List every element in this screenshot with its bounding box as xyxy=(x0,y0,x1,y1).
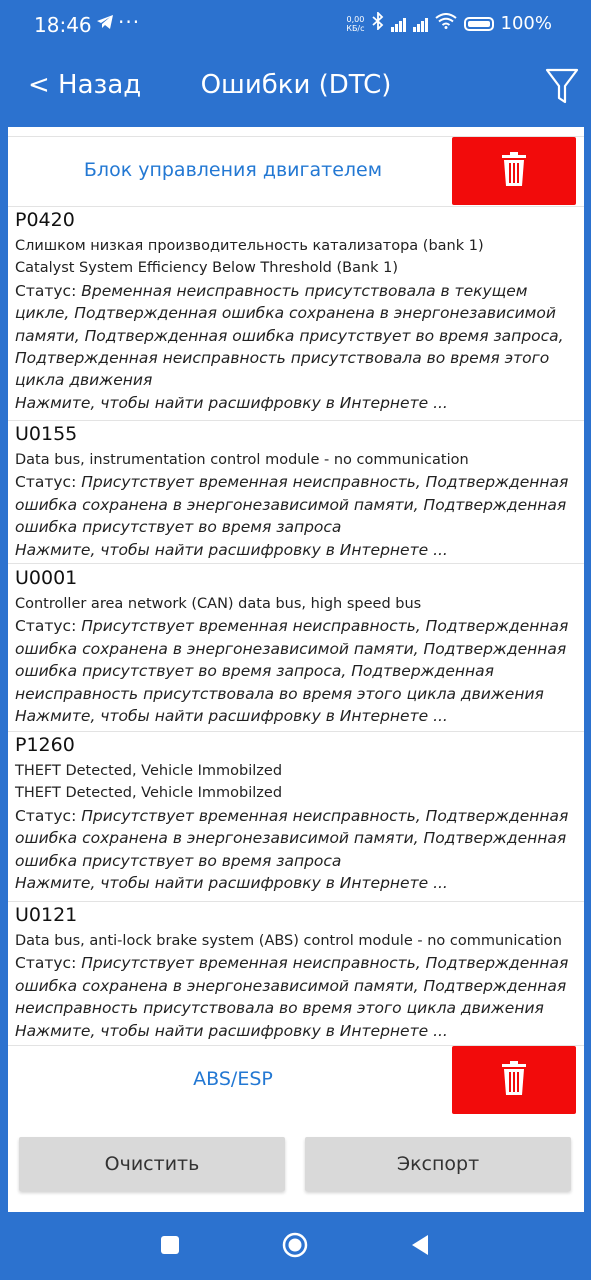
dtc-status-label: Статус: xyxy=(15,617,82,636)
status-time: 18:46 xyxy=(34,13,92,37)
dtc-code: P1260 xyxy=(15,734,75,756)
dtc-status xyxy=(15,615,578,637)
signal-icon-sim1 xyxy=(391,16,406,32)
dtc-status xyxy=(15,952,578,974)
dtc-description: Data bus, anti-lock brake system (ABS) control module - no communication xyxy=(15,933,562,949)
square-icon[interactable] xyxy=(155,1230,185,1260)
dtc-status-value: Временная неисправность присутствовала в текущем xyxy=(81,281,528,300)
dtc-description: Catalyst System Efficiency Below Threshold (Bank 1) xyxy=(15,260,399,277)
dtc-status-line: ошибка сохранена в энергонезависимой памяти, Подтвержденная xyxy=(15,976,567,995)
dtc-status-line: ошибка сохранена в энергонезависимой памяти, Подтвержденная xyxy=(15,829,567,848)
dtc-description: THEFT Detected, Vehicle Immobilzed xyxy=(15,763,283,779)
telegram-icon xyxy=(96,14,114,35)
dtc-status-label: Статус: xyxy=(15,954,82,973)
dtc-status-value: Присутствует временная неисправность, Подтвержденная xyxy=(81,806,569,825)
screen xyxy=(8,0,584,1280)
filter-icon[interactable] xyxy=(544,66,580,106)
dtc-status-line: памяти, Подтвержденная ошибка присутствует во время запроса, xyxy=(15,326,564,345)
dtc-search-link[interactable]: Нажмите, чтобы найти расшифровку в Интернете ... xyxy=(15,540,448,559)
dtc-status-label: Статус: xyxy=(15,473,82,492)
clear-button[interactable]: Очистить xyxy=(19,1137,285,1191)
export-button[interactable]: Экспорт xyxy=(305,1137,571,1191)
battery-percent: 100% xyxy=(500,13,552,34)
ecu-name[interactable]: ABS/ESP xyxy=(193,1068,273,1090)
back-button[interactable]: < Назад xyxy=(28,70,142,100)
delete-button[interactable] xyxy=(452,1046,576,1114)
dtc-status-line: неисправность присутствовала во время этого цикла движения xyxy=(15,684,544,703)
status-bar xyxy=(8,0,584,52)
dtc-status-line: ошибка сохранена в энергонезависимой памяти, Подтвержденная xyxy=(15,495,567,514)
dtc-status-line: цикле, Подтвержденная ошибка сохранена в энергонезависимой xyxy=(15,304,556,323)
trash-icon xyxy=(501,1060,527,1100)
dtc-status-line: ошибка присутствует во время запроса xyxy=(15,851,342,870)
dtc-code: U0155 xyxy=(15,423,78,445)
dtc-search-link[interactable]: Нажмите, чтобы найти расшифровку в Интернете ... xyxy=(15,393,448,412)
dtc-status-label: Статус: xyxy=(15,281,82,300)
dtc-item-u0155[interactable] xyxy=(8,421,584,561)
dtc-code: P0420 xyxy=(15,209,75,231)
page-title: Ошибки (DTC) xyxy=(200,70,392,100)
dtc-item-p0420[interactable] xyxy=(8,207,584,414)
dtc-description: Controller area network (CAN) data bus, high speed bus xyxy=(15,596,422,612)
net-speed-value: 0,00 xyxy=(346,14,365,24)
action-buttons xyxy=(8,1137,584,1193)
dtc-status xyxy=(15,805,578,827)
dtc-search-link[interactable]: Нажмите, чтобы найти расшифровку в Интернете ... xyxy=(15,874,448,893)
signal-icon-sim2 xyxy=(413,16,428,32)
divider xyxy=(8,563,584,564)
more-notifications-icon: ··· xyxy=(118,10,141,34)
dtc-search-link[interactable]: Нажмите, чтобы найти расшифровку в Интернете ... xyxy=(15,1021,448,1040)
dtc-status-value: Присутствует временная неисправность, Подтвержденная xyxy=(81,954,569,973)
dtc-description: Data bus, instrumentation control module - no communication xyxy=(15,452,469,468)
dtc-search-link[interactable]: Нажмите, чтобы найти расшифровку в Интернете ... xyxy=(15,707,448,726)
battery-icon xyxy=(464,17,494,31)
dtc-status-line: Подтвержденная неисправность присутствовала во время этого xyxy=(15,349,550,368)
dtc-status xyxy=(15,471,578,493)
circle-icon[interactable] xyxy=(280,1230,310,1260)
trash-icon xyxy=(501,151,527,191)
dtc-item-u0001[interactable] xyxy=(8,565,584,727)
dtc-list xyxy=(8,127,584,1212)
dtc-description: THEFT Detected, Vehicle Immobilzed xyxy=(15,785,283,802)
dtc-description: Слишком низкая производительность катализатора (bank 1) xyxy=(15,238,484,254)
ecu-name[interactable]: Блок управления двигателем xyxy=(83,159,383,181)
app-bar xyxy=(8,52,584,127)
dtc-status-value: Присутствует временная неисправность, Подтвержденная xyxy=(81,617,569,636)
net-speed xyxy=(346,15,364,33)
ecu-header-engine xyxy=(8,137,584,205)
bluetooth-icon xyxy=(372,12,384,35)
dtc-code: U0001 xyxy=(15,567,78,589)
system-nav-bar xyxy=(8,1212,584,1280)
dtc-item-p1260[interactable] xyxy=(8,732,584,894)
dtc-status xyxy=(15,280,578,302)
dtc-status-line: ошибка присутствует во время запроса, Подтвержденная xyxy=(15,662,494,681)
dtc-status-label: Статус: xyxy=(15,806,82,825)
wifi-icon xyxy=(435,13,457,34)
dtc-item-u0121[interactable] xyxy=(8,902,584,1042)
ecu-header-abs xyxy=(8,1046,584,1114)
triangle-left-icon[interactable] xyxy=(405,1230,435,1260)
dtc-status-line: ошибка сохранена в энергонезависимой памяти, Подтвержденная xyxy=(15,639,567,658)
dtc-status-line: ошибка присутствует во время запроса xyxy=(15,518,342,537)
net-speed-unit: КБ/с xyxy=(346,23,365,33)
dtc-status-value: Присутствует временная неисправность, Подтвержденная xyxy=(81,473,569,492)
dtc-code: U0121 xyxy=(15,904,78,926)
status-indicators xyxy=(346,12,552,35)
dtc-status-line: цикла движения xyxy=(15,371,153,390)
delete-button[interactable] xyxy=(452,137,576,205)
dtc-status-line: неисправность присутствовала во время этого цикла движения xyxy=(15,999,544,1018)
